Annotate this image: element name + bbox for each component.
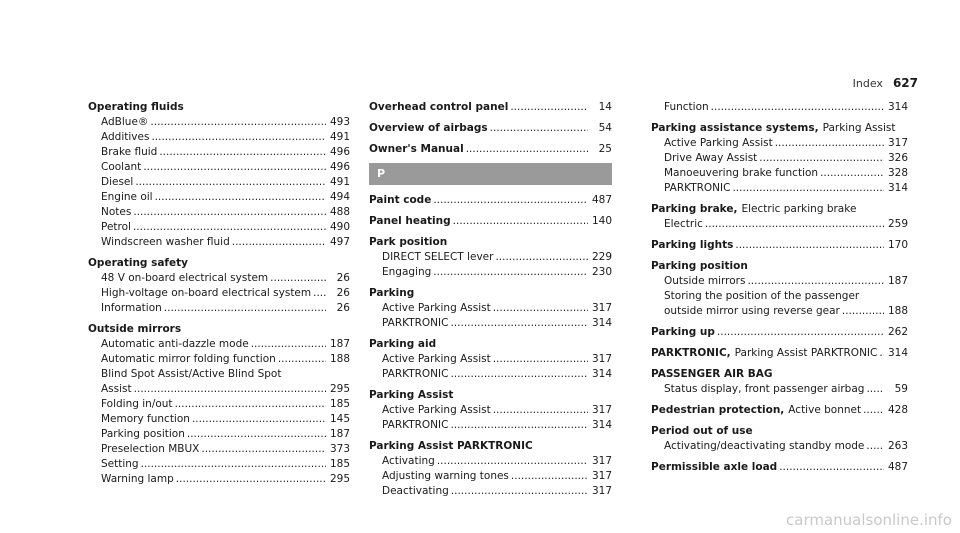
- index-page-ref[interactable]: 145: [329, 413, 350, 425]
- index-page-ref[interactable]: 491: [329, 131, 350, 143]
- index-heading[interactable]: [651, 202, 908, 217]
- index-heading[interactable]: [651, 259, 908, 274]
- index-page-ref[interactable]: 59: [894, 383, 908, 395]
- index-entry: [369, 100, 612, 115]
- index-subentry[interactable]: [651, 166, 908, 181]
- index-subentry-text: Assist: [101, 383, 132, 395]
- index-page-ref[interactable]: 54: [598, 122, 612, 134]
- index-subentry[interactable]: [88, 160, 350, 175]
- dot-leader: [866, 439, 884, 454]
- index-label: Index: [852, 77, 883, 90]
- index-heading[interactable]: [651, 238, 908, 253]
- index-entry: [651, 403, 908, 418]
- index-entry: [369, 286, 612, 331]
- index-subentry[interactable]: [88, 205, 350, 220]
- index-page-ref[interactable]: 188: [887, 305, 908, 317]
- index-page-ref[interactable]: 317: [591, 470, 612, 482]
- index-subentry-text: Deactivating: [382, 485, 449, 497]
- index-heading-text: Park position: [369, 236, 448, 248]
- index-subentry-text: Setting: [101, 458, 139, 470]
- dot-leader: [133, 220, 326, 235]
- index-heading-text: Parking lights: [651, 239, 734, 251]
- index-subentry[interactable]: [88, 175, 350, 190]
- index-subentry[interactable]: [88, 412, 350, 427]
- index-page-ref[interactable]: 317: [591, 455, 612, 467]
- dot-leader: [879, 346, 884, 361]
- index-subentry[interactable]: [88, 115, 350, 130]
- dot-leader: [192, 412, 326, 427]
- index-subentry-text: Electric: [664, 218, 703, 230]
- index-subentry[interactable]: [369, 418, 612, 433]
- dot-leader: [232, 235, 326, 250]
- index-subentry[interactable]: [369, 454, 612, 469]
- index-page-ref[interactable]: 496: [329, 161, 350, 173]
- index-heading[interactable]: [88, 256, 350, 271]
- index-page-ref[interactable]: 263: [887, 440, 908, 452]
- index-heading-text: Overhead control panel: [369, 101, 509, 113]
- index-heading-text: Parking position: [651, 260, 748, 272]
- index-subentry-text: Manoeuvering brake function: [664, 167, 819, 179]
- dot-leader: [450, 418, 588, 433]
- index-subentry-text: Warning lamp: [101, 473, 174, 485]
- index-entry: [651, 460, 908, 475]
- index-subentry[interactable]: [651, 181, 908, 196]
- index-page-ref[interactable]: 26: [336, 302, 350, 314]
- index-subentry-text: Memory function: [101, 413, 190, 425]
- index-heading-text: Owner's Manual: [369, 143, 464, 155]
- index-page-ref[interactable]: 314: [591, 317, 612, 329]
- dot-leader: [150, 115, 326, 130]
- dot-leader: [779, 460, 884, 475]
- index-subentry-text: Status display, front passenger airbag: [664, 383, 865, 395]
- index-entry: [369, 235, 612, 280]
- index-page-ref[interactable]: 317: [591, 302, 612, 314]
- dot-leader: [493, 301, 588, 316]
- dot-leader: [175, 397, 326, 412]
- index-page-ref[interactable]: 188: [329, 353, 350, 365]
- index-subentry-text: Petrol: [101, 221, 131, 233]
- index-heading-text: Panel heating: [369, 215, 451, 227]
- dot-leader: [711, 100, 884, 115]
- index-subentry-text: Active Parking Assist: [664, 137, 773, 149]
- index-subentry-text: PARKTRONIC: [382, 419, 449, 431]
- index-subentry[interactable]: [651, 274, 908, 289]
- index-heading-text: Pedestrian protection,: [651, 404, 785, 416]
- index-page-ref[interactable]: 14: [598, 101, 612, 113]
- index-subentry[interactable]: [88, 235, 350, 250]
- dot-leader: [510, 100, 588, 115]
- index-subentry[interactable]: [369, 352, 612, 367]
- index-subentry[interactable]: [88, 130, 350, 145]
- index-heading-reference: Parking Assist: [822, 122, 896, 134]
- index-heading[interactable]: [369, 142, 612, 157]
- index-subentry[interactable]: [88, 442, 350, 457]
- index-entry: [369, 142, 612, 157]
- index-page-ref[interactable]: 259: [887, 218, 908, 230]
- index-page-ref[interactable]: 497: [329, 236, 350, 248]
- index-subentry-text: 48 V on-board electrical system: [101, 272, 269, 284]
- dot-leader: [134, 382, 326, 397]
- index-subentry[interactable]: [88, 427, 350, 442]
- page-number: 627: [892, 76, 918, 90]
- index-heading[interactable]: [651, 460, 908, 475]
- index-subentry-text: Active Parking Assist: [382, 302, 491, 314]
- index-subentry-text: Outside mirrors: [664, 275, 746, 287]
- index-subentry[interactable]: [88, 457, 350, 472]
- index-page-ref[interactable]: 487: [591, 194, 612, 206]
- dot-leader: [135, 175, 326, 190]
- index-subentry[interactable]: [651, 289, 908, 304]
- index-subentry[interactable]: [651, 151, 908, 166]
- index-entry: [88, 100, 350, 250]
- index-subentry[interactable]: [651, 304, 908, 319]
- index-heading[interactable]: [651, 367, 908, 382]
- index-heading-reference: Parking Assist PARKTRONIC: [734, 347, 878, 359]
- index-entry: [88, 256, 350, 316]
- index-subentry[interactable]: [651, 217, 908, 232]
- index-page-ref[interactable]: 295: [329, 383, 350, 395]
- index-heading-reference: Active bonnet: [788, 404, 862, 416]
- index-subentry[interactable]: [88, 472, 350, 487]
- dot-leader: [278, 352, 326, 367]
- index-page-ref[interactable]: 317: [591, 404, 612, 416]
- dot-leader: [270, 271, 326, 286]
- index-column-2: [369, 100, 612, 505]
- dot-leader: [775, 136, 884, 151]
- section-letter-bar: P: [369, 163, 612, 185]
- index-heading[interactable]: [651, 121, 908, 136]
- dot-leader: [466, 142, 588, 157]
- index-subentry[interactable]: [88, 190, 350, 205]
- index-heading[interactable]: [369, 337, 612, 352]
- index-entry: [651, 346, 908, 361]
- index-subentry[interactable]: [651, 100, 908, 115]
- index-page-ref[interactable]: 487: [887, 461, 908, 473]
- index-subentry-text: Additives: [101, 131, 150, 143]
- index-subentry[interactable]: [88, 337, 350, 352]
- index-heading[interactable]: [369, 439, 612, 454]
- index-subentry[interactable]: [88, 301, 350, 316]
- index-entry: [88, 322, 350, 487]
- dot-leader: [133, 205, 326, 220]
- index-subentry-text: outside mirror using reverse gear: [664, 305, 840, 317]
- index-entry: [369, 214, 612, 229]
- index-subentry[interactable]: [651, 382, 908, 397]
- index-heading-text: Overview of airbags: [369, 122, 488, 134]
- index-subentry-text: Coolant: [101, 161, 142, 173]
- index-heading[interactable]: [369, 214, 612, 229]
- dot-leader: [437, 454, 588, 469]
- index-subentry[interactable]: [88, 382, 350, 397]
- index-subentry-text: Storing the position of the passenger: [664, 290, 860, 302]
- index-subentry[interactable]: [369, 484, 612, 499]
- index-heading-text: Parking brake,: [651, 203, 738, 215]
- index-subentry[interactable]: [88, 352, 350, 367]
- dot-leader: [451, 484, 588, 499]
- dot-leader: [201, 442, 326, 457]
- index-heading-reference: Electric parking brake: [741, 203, 857, 215]
- index-heading-text: Operating safety: [88, 257, 188, 269]
- page-header: [853, 76, 918, 90]
- index-subentry-text: Windscreen washer fluid: [101, 236, 230, 248]
- index-subentry[interactable]: [369, 316, 612, 331]
- index-heading[interactable]: [369, 100, 612, 115]
- dot-leader: [453, 214, 588, 229]
- index-subentry-text: Folding in/out: [101, 398, 173, 410]
- index-subentry[interactable]: [369, 250, 612, 265]
- index-subentry-text: Blind Spot Assist/Active Blind Spot: [101, 368, 282, 380]
- index-entry: [651, 238, 908, 253]
- index-page-ref[interactable]: 314: [887, 182, 908, 194]
- index-heading-text: Parking aid: [369, 338, 437, 350]
- index-subentry-text: Notes: [101, 206, 132, 218]
- index-page-ref[interactable]: 373: [329, 443, 350, 455]
- index-subentry[interactable]: [88, 367, 350, 382]
- index-subentry-text: Preselection MBUX: [101, 443, 200, 455]
- dot-leader: [732, 181, 884, 196]
- index-page-ref[interactable]: 185: [329, 458, 350, 470]
- index-heading-text: PARKTRONIC,: [651, 347, 731, 359]
- index-page-ref[interactable]: 488: [329, 206, 350, 218]
- index-entry: [369, 439, 612, 499]
- index-subentry-text: Automatic mirror folding function: [101, 353, 276, 365]
- index-subentry[interactable]: [369, 367, 612, 382]
- dot-leader: [490, 121, 588, 136]
- index-heading-text: Parking Assist PARKTRONIC: [369, 440, 533, 452]
- index-entry: [369, 121, 612, 136]
- index-heading[interactable]: [651, 424, 908, 439]
- index-page-ref[interactable]: 295: [329, 473, 350, 485]
- index-subentry-text: Adjusting warning tones: [382, 470, 509, 482]
- dot-leader: [151, 130, 326, 145]
- dot-leader: [251, 337, 326, 352]
- index-subentry-text: DIRECT SELECT lever: [382, 251, 494, 263]
- index-page-ref[interactable]: 262: [887, 326, 908, 338]
- index-page-ref[interactable]: 428: [887, 404, 908, 416]
- index-page-ref[interactable]: 317: [591, 485, 612, 497]
- index-entry: [369, 337, 612, 382]
- dot-leader: [842, 304, 884, 319]
- index-subentry-text: Drive Away Assist: [664, 152, 758, 164]
- index-subentry-text: Engaging: [382, 266, 432, 278]
- index-heading-text: Parking up: [651, 326, 715, 338]
- index-subentry-text: Parking position: [101, 428, 185, 440]
- index-subentry-text: Brake fluid: [101, 146, 158, 158]
- dot-leader: [159, 145, 326, 160]
- index-heading-text: Operating fluids: [88, 101, 184, 113]
- dot-leader: [143, 160, 326, 175]
- index-subentry[interactable]: [369, 265, 612, 280]
- index-page-ref[interactable]: 26: [336, 272, 350, 284]
- index-subentry-text: PARKTRONIC: [382, 317, 449, 329]
- index-column-1: [88, 100, 350, 493]
- index-entry: [651, 259, 908, 319]
- index-page-ref[interactable]: 26: [336, 287, 350, 299]
- dot-leader: [820, 166, 884, 181]
- index-heading-text: Paint code: [369, 194, 432, 206]
- index-page-ref[interactable]: 491: [329, 176, 350, 188]
- dot-leader: [433, 265, 588, 280]
- dot-leader: [866, 382, 884, 397]
- index-entry: [651, 367, 908, 397]
- index-heading[interactable]: [651, 325, 908, 340]
- index-heading[interactable]: [369, 388, 612, 403]
- dot-leader: [735, 238, 884, 253]
- index-heading-text: Outside mirrors: [88, 323, 182, 335]
- index-entry: [651, 325, 908, 340]
- index-subentry-text: Function: [664, 101, 709, 113]
- index-heading[interactable]: [88, 100, 350, 115]
- dot-leader: [164, 301, 326, 316]
- index-page-ref[interactable]: 185: [329, 398, 350, 410]
- dot-leader: [717, 325, 884, 340]
- index-subentry-text: Engine oil: [101, 191, 153, 203]
- index-heading-text: Parking assistance systems,: [651, 122, 819, 134]
- index-heading[interactable]: [369, 286, 612, 301]
- index-page-ref[interactable]: 317: [887, 137, 908, 149]
- index-subentry[interactable]: [651, 439, 908, 454]
- index-subentry-text: PARKTRONIC: [664, 182, 731, 194]
- dot-leader: [493, 403, 588, 418]
- index-column-2-entries: [369, 193, 612, 499]
- index-page-ref[interactable]: 493: [329, 116, 350, 128]
- index-entry: [369, 193, 612, 208]
- index-subentry-text: High-voltage on-board electrical system: [101, 287, 312, 299]
- dot-leader: [176, 472, 326, 487]
- index-entry: [651, 100, 908, 115]
- index-page-ref[interactable]: 140: [591, 215, 612, 227]
- index-subentry[interactable]: [369, 301, 612, 316]
- index-column-3: [651, 100, 908, 481]
- index-subentry[interactable]: [88, 397, 350, 412]
- index-page-ref[interactable]: 314: [591, 368, 612, 380]
- index-page-ref[interactable]: 328: [887, 167, 908, 179]
- index-page-ref[interactable]: 170: [887, 239, 908, 251]
- index-heading-text: Parking: [369, 287, 415, 299]
- dot-leader: [187, 427, 326, 442]
- index-page-ref[interactable]: 25: [598, 143, 612, 155]
- index-subentry[interactable]: [651, 136, 908, 151]
- dot-leader: [863, 403, 884, 418]
- index-heading[interactable]: [651, 403, 908, 418]
- dot-leader: [493, 352, 588, 367]
- index-subentry-text: Active Parking Assist: [382, 404, 491, 416]
- index-subentry[interactable]: [369, 469, 612, 484]
- index-heading-text: Parking Assist: [369, 389, 454, 401]
- dot-leader: [313, 286, 326, 301]
- index-column-2-top: [369, 100, 612, 157]
- index-page-ref[interactable]: 187: [329, 428, 350, 440]
- index-subentry[interactable]: [88, 286, 350, 301]
- index-page-ref[interactable]: 496: [329, 146, 350, 158]
- dot-leader: [450, 367, 588, 382]
- index-subentry[interactable]: [88, 220, 350, 235]
- dot-leader: [747, 274, 884, 289]
- dot-leader: [155, 190, 326, 205]
- index-subentry-text: Diesel: [101, 176, 134, 188]
- dot-leader: [450, 316, 588, 331]
- index-page-ref[interactable]: 229: [591, 251, 612, 263]
- watermark: carmanualsonline.info: [786, 511, 952, 529]
- index-subentry[interactable]: [88, 145, 350, 160]
- index-page-ref[interactable]: 314: [887, 347, 908, 359]
- index-subentry-text: PARKTRONIC: [382, 368, 449, 380]
- index-heading-text: PASSENGER AIR BAG: [651, 368, 773, 380]
- index-subentry-text: Activating: [382, 455, 435, 467]
- index-subentry-text: Automatic anti-dazzle mode: [101, 338, 249, 350]
- index-heading[interactable]: [88, 322, 350, 337]
- index-page-ref[interactable]: 314: [591, 419, 612, 431]
- index-subentry[interactable]: [88, 271, 350, 286]
- index-entry: [651, 202, 908, 232]
- index-heading-text: Permissible axle load: [651, 461, 778, 473]
- index-page-ref[interactable]: 230: [591, 266, 612, 278]
- index-page-ref[interactable]: 494: [329, 191, 350, 203]
- index-entry: [651, 121, 908, 196]
- index-entry: [651, 424, 908, 454]
- dot-leader: [759, 151, 884, 166]
- dot-leader: [705, 217, 884, 232]
- index-subentry-text: AdBlue®: [101, 116, 149, 128]
- index-subentry[interactable]: [369, 403, 612, 418]
- dot-leader: [141, 457, 326, 472]
- index-heading-text: Period out of use: [651, 425, 753, 437]
- dot-leader: [511, 469, 588, 484]
- dot-leader: [495, 250, 588, 265]
- index-page-ref[interactable]: 317: [591, 353, 612, 365]
- index-entry: [369, 388, 612, 433]
- index-heading[interactable]: [369, 121, 612, 136]
- index-heading[interactable]: [651, 346, 908, 361]
- index-page-ref[interactable]: 490: [329, 221, 350, 233]
- index-subentry-text: Active Parking Assist: [382, 353, 491, 365]
- index-heading[interactable]: [369, 235, 612, 250]
- index-page-ref[interactable]: 326: [887, 152, 908, 164]
- dot-leader: [433, 193, 588, 208]
- index-page-ref[interactable]: 314: [887, 101, 908, 113]
- index-subentry-text: Information: [101, 302, 162, 314]
- index-subentry-text: Activating/deactivating standby mode: [664, 440, 865, 452]
- index-page-ref[interactable]: 187: [887, 275, 908, 287]
- index-page-ref[interactable]: 187: [329, 338, 350, 350]
- index-heading[interactable]: [369, 193, 612, 208]
